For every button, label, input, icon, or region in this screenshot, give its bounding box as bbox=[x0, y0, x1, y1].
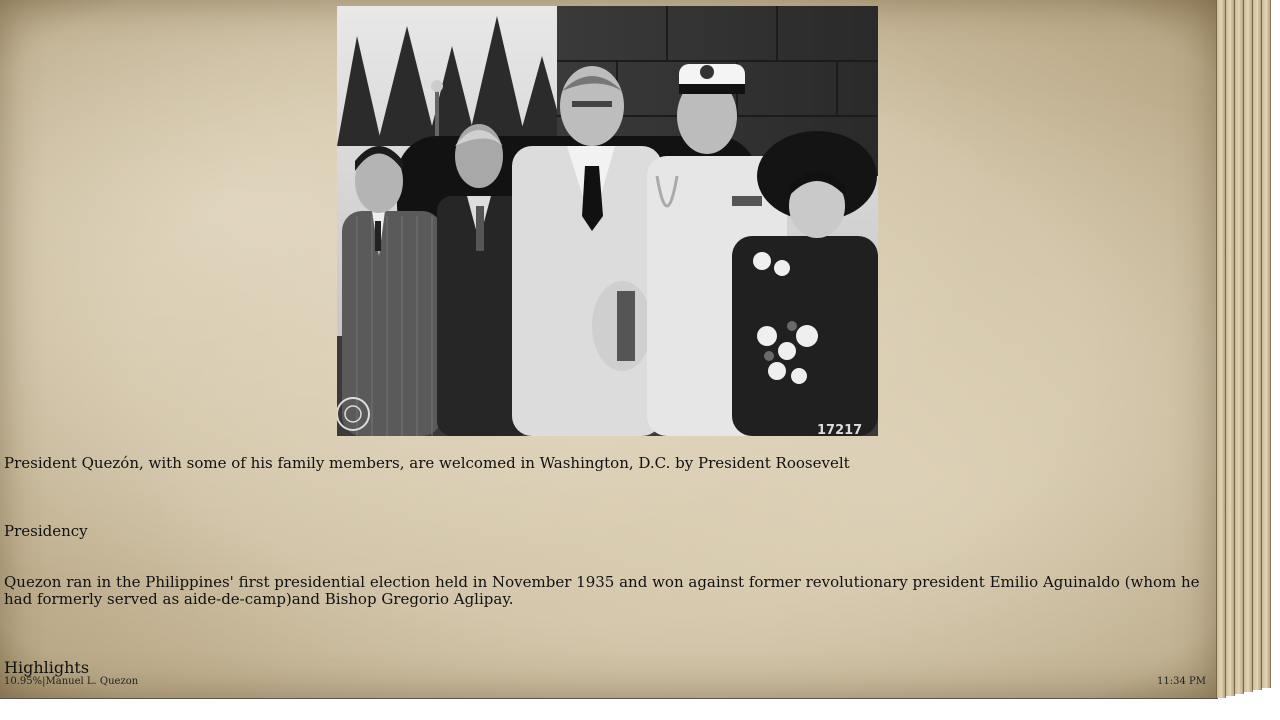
body-paragraph: Quezon ran in the Philippines' first presidential election held in November 1935 and won against former revolutionary president Emilio Aguinaldo (whom he had formerly served as aide-de-camp)and Bishop Gregorio Aglipay. bbox=[4, 573, 1200, 608]
photo-caption: President Quezón, with some of his family members, are welcomed in Washington, D.C. by President Roosevelt bbox=[4, 454, 850, 472]
page-stack-edge bbox=[1216, 0, 1280, 698]
photo-number: 17217 bbox=[817, 423, 863, 436]
reading-status bbox=[4, 676, 138, 687]
book-title: Manuel L. Quezon bbox=[45, 676, 139, 687]
next-section-heading: Highlights bbox=[4, 658, 90, 677]
historical-photo bbox=[337, 6, 878, 436]
clock: 11:34 PM bbox=[1157, 676, 1206, 687]
progress-percent: 10.95% bbox=[4, 676, 43, 687]
section-heading: Presidency bbox=[4, 522, 88, 540]
footer-separator: | bbox=[42, 676, 46, 687]
page-edge bbox=[1261, 0, 1271, 688]
photo-image bbox=[337, 6, 878, 436]
